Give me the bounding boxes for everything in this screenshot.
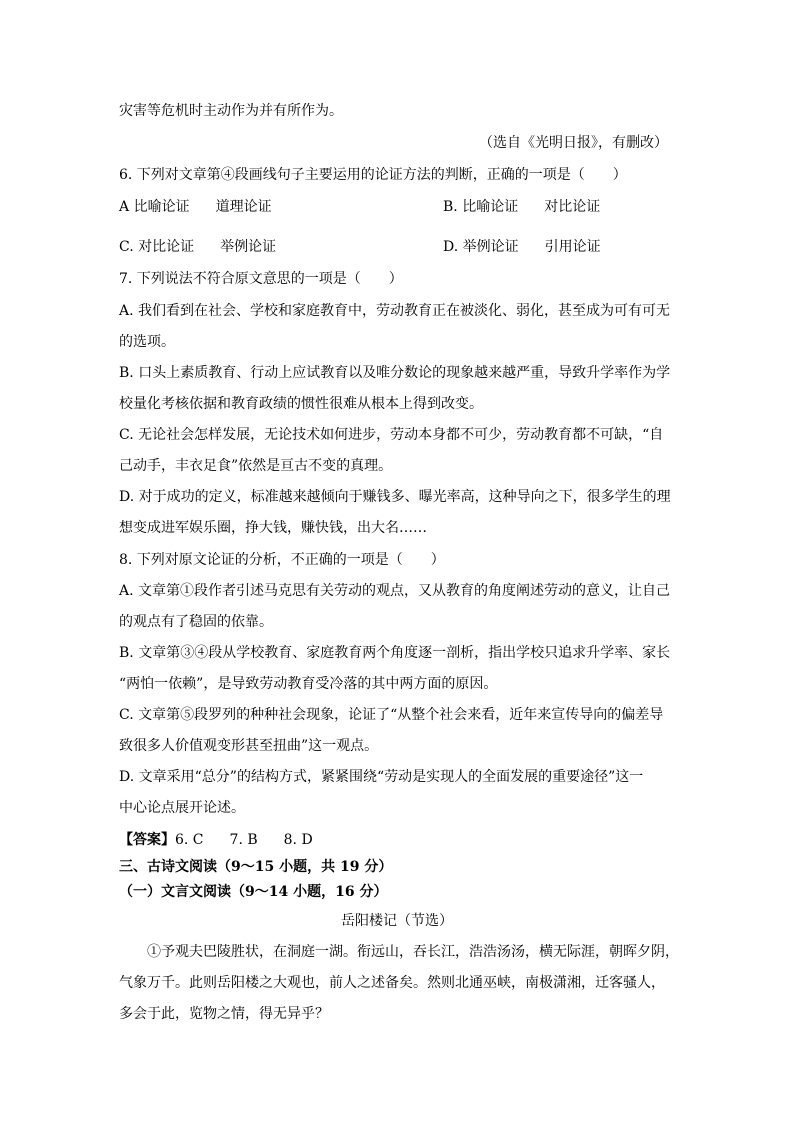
option-method-1: 比喻论证 (133, 199, 190, 215)
answer-label: 【答案】 (119, 832, 175, 848)
q7-option-a-line1: A. 我们看到在社会、学校和家庭教育中，劳动教育正在被淡化、弱化，甚至成为可有可无 (119, 303, 671, 319)
option-letter: D. (443, 239, 459, 255)
q7-option-c-line1: C. 无论社会怎样发展，无论技术如何进步，劳动本身都不可少，劳动教育都不可缺，“自 (119, 427, 664, 443)
q8-option-d-line1: D. 文章采用“总分”的结构方式，紧紧围绕“劳动是实现人的全面发展的重要途径”这一 (119, 769, 644, 785)
q6-option-a (119, 197, 272, 217)
option-letter: A (119, 199, 130, 215)
q7-stem: 7. 下列说法不符合原文意思的一项是（ ） (119, 271, 403, 287)
option-letter: B. (443, 199, 458, 215)
q7-option-d-line1: D. 对于成功的定义，标准越来越倾向于赚钱多、曝光率高，这种导向之下，很多学生的理 (119, 489, 671, 505)
para1-line1: ①予观夫巴陵胜状，在洞庭一湖。衔远山，吞长江，浩浩汤汤，横无际涯，朝晖夕阴， (147, 944, 679, 960)
para1-line2: 气象万千。此则岳阳楼之大观也，前人之述备矣。然则北通巫峡，南极潇湘，迁客骚人， (119, 975, 665, 991)
q6-option-c (119, 237, 276, 257)
answer-7: 7. B (229, 832, 258, 848)
q7-option-b-line2: 校量化考核依据和教育政绩的惯性很难从根本上得到改变。 (119, 396, 483, 412)
answer-8: 8. D (283, 832, 313, 848)
answer-line (119, 830, 313, 850)
q8-option-b-line2: “两怕一依赖”，是导致劳动教育受冷落的其中两方面的原因。 (119, 676, 498, 692)
option-method-2: 道理论证 (215, 199, 272, 215)
option-method-2: 举例论证 (220, 239, 277, 255)
q6-option-b (443, 197, 600, 217)
q8-option-b-line1: B. 文章第③④段从学校教育、家庭教育两个角度逐一剖析，指出学校只追求升学率、家长 (119, 645, 671, 661)
para1-line3: 多会于此，览物之情，得无异乎？ (119, 1006, 329, 1022)
q6-option-d (443, 237, 601, 257)
q8-option-c-line1: C. 文章第⑤段罗列的种种社会现象，论证了“从整个社会来看，近年来宣传导向的偏差导 (119, 707, 664, 723)
source-note: （选自《光明日报》，有删改） (479, 135, 668, 151)
q7-option-c-line2: 己动手，丰衣足食”依然是亘古不变的真理。 (119, 458, 393, 474)
q6-stem: 6. 下列对文章第④段画线句子主要运用的论证方法的判断，正确的一项是（ ） (119, 167, 627, 183)
option-letter: C. (119, 239, 134, 255)
option-method-2: 引用论证 (544, 239, 601, 255)
q8-option-c-line2: 致很多人价值观变形甚至扭曲”这一观点。 (119, 738, 379, 754)
option-method-2: 对比论证 (544, 199, 601, 215)
q7-option-d-line2: 想变成进军娱乐圈，挣大钱，赚快钱，出大名…… (119, 520, 427, 536)
section-heading-3: 三、古诗文阅读（9～15 小题，共 19 分） (119, 859, 393, 875)
q8-option-a-line1: A. 文章第①段作者引述马克思有关劳动的观点，又从教育的角度阐述劳动的意义，让自己 (119, 583, 671, 599)
passage-tail: 灾害等危机时主动作为并有所作为。 (119, 103, 343, 119)
q7-option-b-line1: B. 口头上素质教育、行动上应试教育以及唯分数论的现象越来越严重，导致升学率作为学 (119, 365, 671, 381)
q8-stem: 8. 下列对原文论证的分析，不正确的一项是（ ） (119, 552, 445, 568)
option-method-1: 举例论证 (462, 239, 519, 255)
poem-title: 岳阳楼记（节选） (341, 913, 453, 929)
subsection-heading-3-1: （一）文言文阅读（9～14 小题，16 分） (119, 884, 388, 900)
q8-option-d-line2: 中心论点展开论述。 (119, 800, 245, 816)
option-method-1: 比喻论证 (462, 199, 519, 215)
q7-option-a-line2: 的选项。 (119, 334, 175, 350)
option-method-1: 对比论证 (138, 239, 195, 255)
q8-option-a-line2: 的观点有了稳固的依靠。 (119, 614, 273, 630)
answer-6: 6. C (175, 832, 204, 848)
